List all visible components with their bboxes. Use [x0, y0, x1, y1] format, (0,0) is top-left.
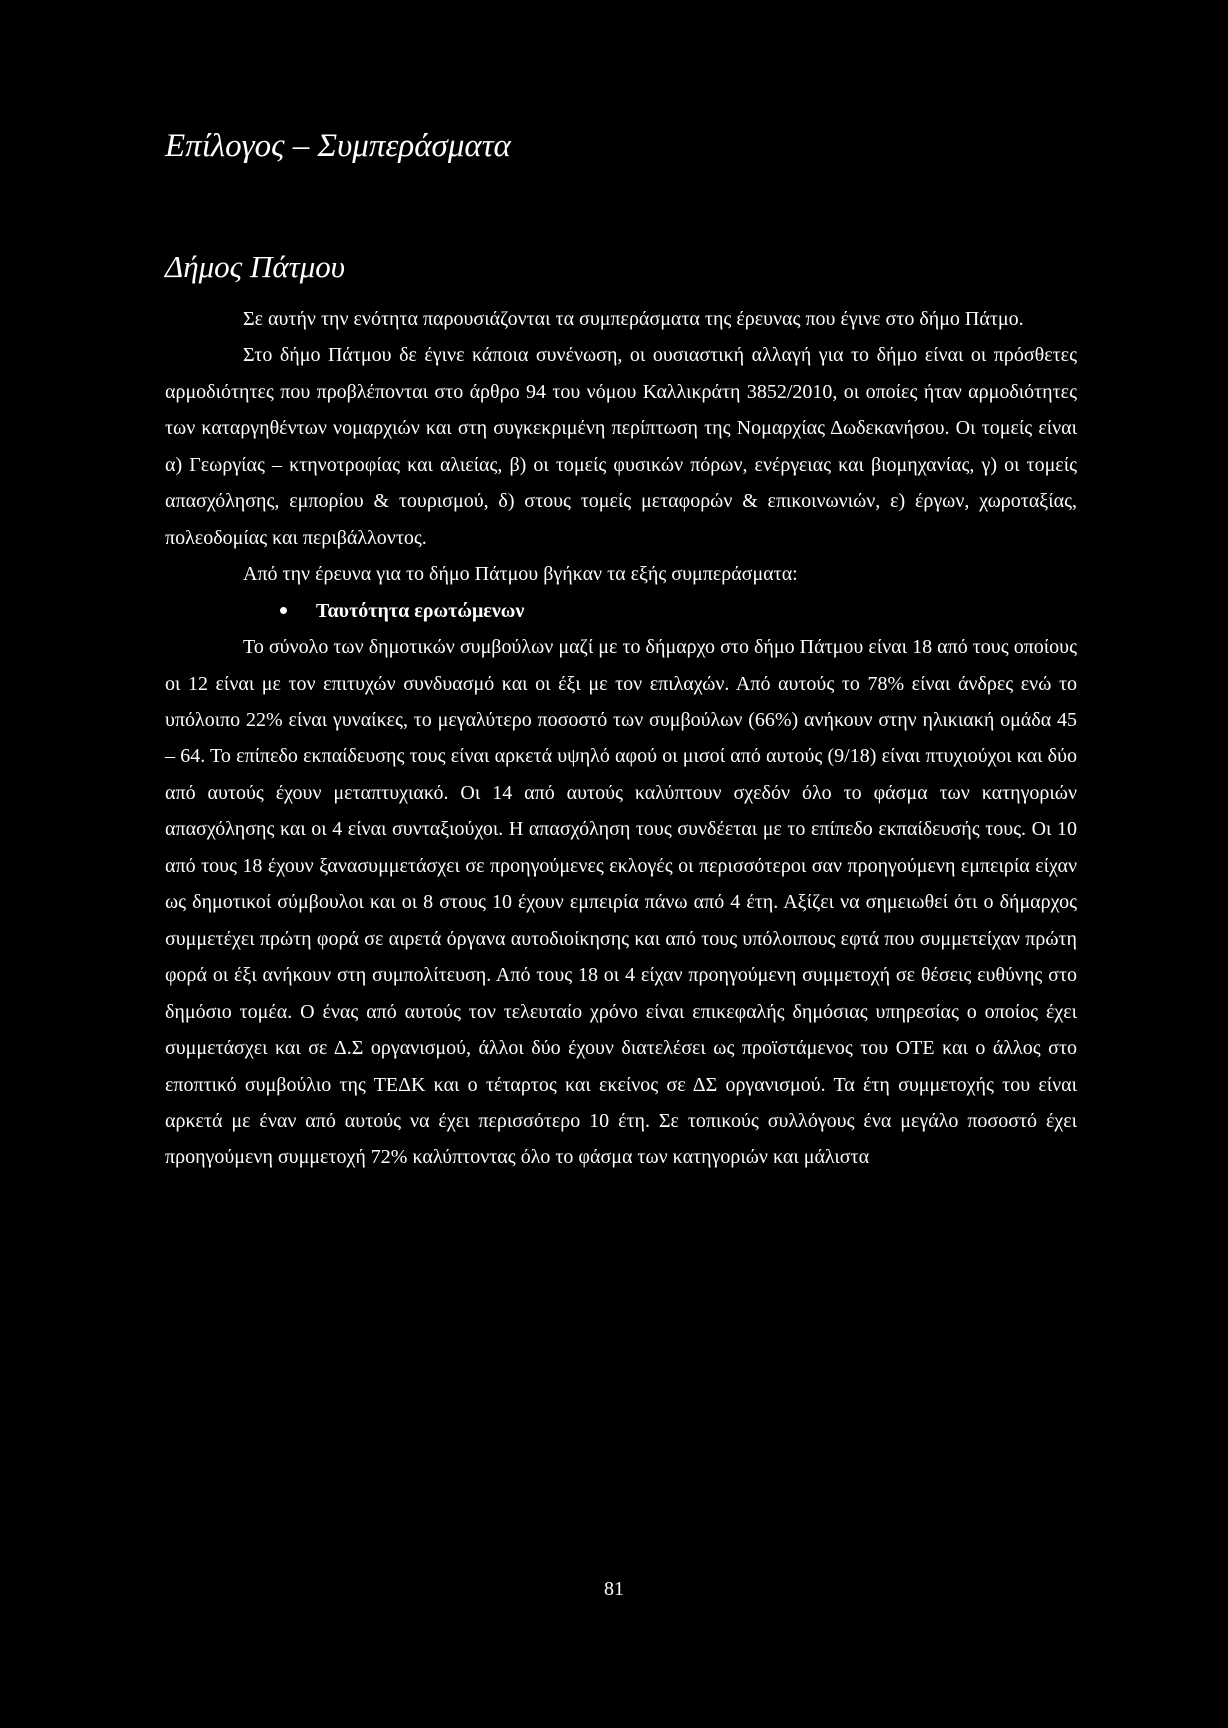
page-number: 81	[604, 1578, 624, 1600]
paragraph-details: Το σύνολο των δημοτικών συμβούλων μαζί με το δήμαρχο στο δήμο Πάτμου είναι 18 από τους οποίους οι 12 είναι με τον επιτυχών συνδυασμό και οι έξι με τον επιλαχών. Από αυτούς το 78% είναι άνδρες ενώ το υπόλοιπο 22% είναι γυναίκες, το μεγαλύτερο ποσοστό των συμβούλων (66%) ανήκουν στην ηλικιακή ομάδα 45 – 64. Το επίπεδο εκπαίδευσης τους είναι αρκετά υψηλό αφού οι μισοί από αυτούς (9/18) είναι πτυχιούχοι και δύο από αυτούς έχουν μεταπτυχιακό. Οι 14 από αυτούς καλύπτουν σχεδόν όλο το φάσμα των κατηγοριών απασχόλησης και οι 4 είναι συνταξιούχοι. Η απασχόληση τους συνδέεται με το επίπεδο εκπαίδευσής τους. Οι 10 από τους 18 έχουν ξανασυμμετάσχει σε προηγούμενες εκλογές οι περισσότεροι σαν προηγούμενη εμπειρία είχαν ως δημοτικοί σύμβουλοι και οι 8 στους 10 έχουν εμπειρία πάνω από 4 έτη. Αξίζει να σημειωθεί ότι ο δήμαρχος συμμετέχει πρώτη φορά σε αιρετά όργανα αυτοδιοίκησης και από τους υπόλοιπους εφτά που συμμετείχαν πρώτη φορά οι έξι ανήκουν στη συμπολίτευση. Από τους 18 οι 4 είχαν προηγούμενη συμμετοχή σε θέσεις ευθύνης στο δημόσιο τομέα. Ο ένας από αυτούς τον τελευταίο χρόνο είναι επικεφαλής δημόσιας υπηρεσίας ο οποίος έχει συμμετάσχει και σε Δ.Σ οργανισμού, άλλοι δύο έχουν διατελέσει ως προϊστάμενος του ΟΤΕ και ο άλλος στο εποπτικό συμβούλιο της ΤΕΔΚ και ο τέταρτος και εκείνος σε ΔΣ οργανισμού. Τα έτη συμμετοχής του είναι αρκετά με έναν από αυτούς να έχει περισσότερο 10 έτη. Σε τοπικούς συλλόγους ένα μεγάλο ποσοστό έχει προηγούμενη συμμετοχή 72% καλύπτοντας όλο το φάσμα των κατηγοριών και μάλιστα	[165, 636, 1077, 1169]
bullet-dot-icon	[280, 607, 287, 614]
paragraph-intro: Σε αυτήν την ενότητα παρουσιάζονται τα συμπεράσματα της έρευνας που έγινε στο δήμο Πάτμο.	[243, 308, 1024, 330]
section-title: Δήμος Πάτμου	[165, 249, 346, 284]
paragraph-context: Στο δήμο Πάτμου δε έγινε κάποια συνένωση, οι ουσιαστική αλλαγή για το δήμο είναι οι πρόσθετες αρμοδιότητες που προβλέπονται στο άρθρο 94 του νόμου Καλλικράτη 3852/2010, οι οποίες ήταν αρμοδιότητες των καταργηθέντων νομαρχιών και στη συγκεκριμένη περίπτωση της Νομαρχίας Δωδεκανήσου. Οι τομείς είναι α) Γεωργίας – κτηνοτροφίας και αλιείας, β) οι τομείς φυσικών πόρων, ενέργειας και βιομηχανίας, γ) οι τομείς απασχόλησης, εμπορίου & τουρισμού, δ) στους τομείς μεταφορών & επικοινωνιών, ε) έργων, χωροταξίας, πολεοδομίας και περιβάλλοντος.	[165, 344, 1077, 549]
body-text	[165, 301, 1077, 1176]
bullet-heading: Ταυτότητα ερωτώμενων	[316, 599, 525, 622]
bullet-item	[280, 593, 1077, 629]
chapter-title: Επίλογος – Συμπεράσματα	[165, 128, 511, 164]
paragraph-findings-intro: Από την έρευνα για το δήμο Πάτμου βγήκαν τα εξής συμπεράσματα:	[243, 563, 798, 586]
